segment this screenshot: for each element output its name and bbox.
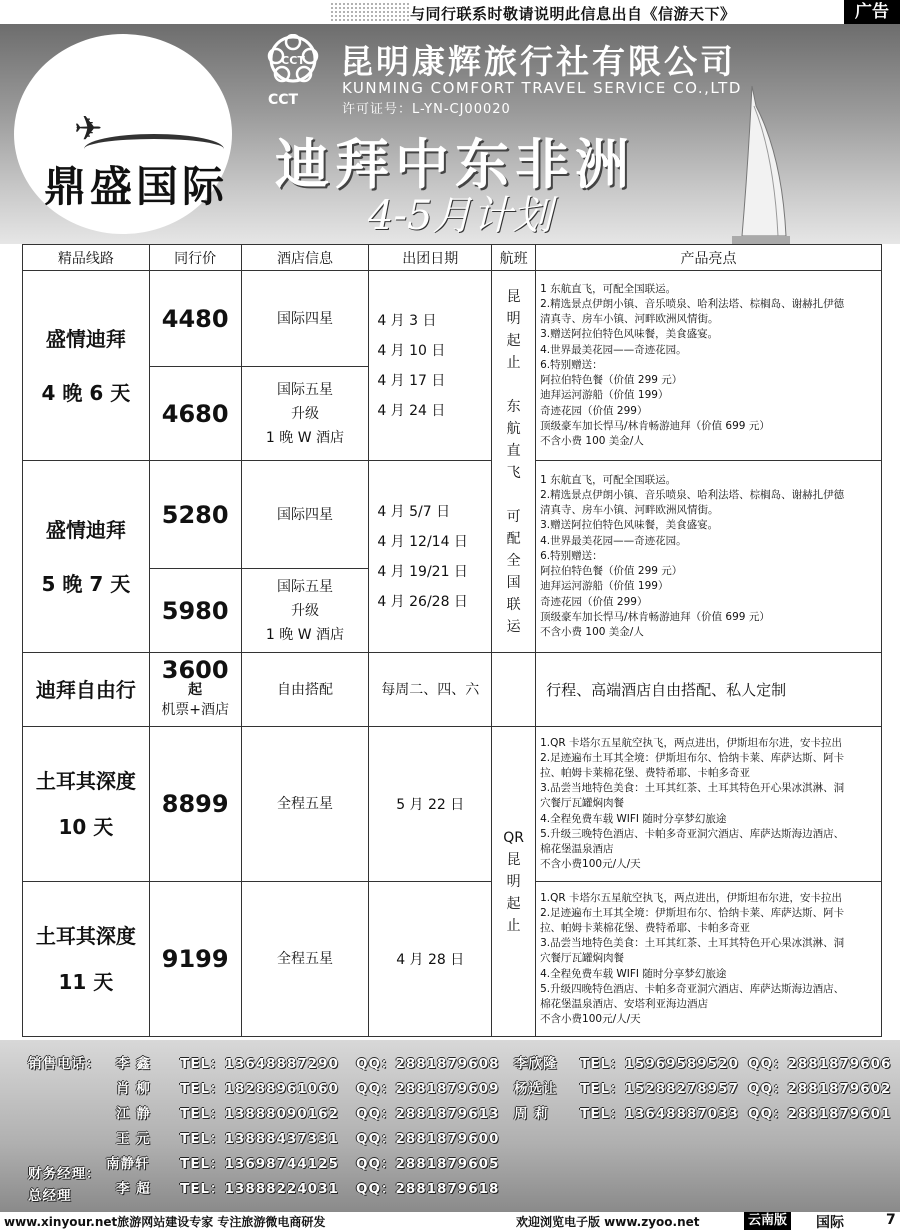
finance-label: 财务经理： bbox=[28, 1166, 101, 1182]
route-dubai-5n7d bbox=[23, 461, 150, 653]
date-item: 4 月 19/21 日 bbox=[377, 563, 468, 580]
feature-line: 清真寺、房车小镇、河畔欧洲风情街。 bbox=[540, 313, 719, 326]
contact-tel: TEL：13648887290 bbox=[180, 1056, 339, 1072]
hotel-info: 国际四星 bbox=[241, 461, 369, 569]
footer bbox=[0, 1212, 900, 1230]
feature-line: 3.赠送阿拉伯特色风味餐，美食盛宴。 bbox=[540, 328, 719, 341]
features-dubai-4n6d bbox=[536, 271, 882, 461]
hotel-info: 全程五星 bbox=[241, 882, 369, 1037]
table-row bbox=[23, 461, 882, 569]
hotel-info: 自由搭配 bbox=[241, 653, 369, 727]
features-turkey-11d bbox=[536, 882, 882, 1037]
table-row bbox=[23, 271, 882, 367]
footer-website-right[interactable]: 欢迎浏览电子版 www.zyoo.net bbox=[516, 1215, 700, 1229]
logo-text: 鼎盛国际 bbox=[44, 162, 229, 211]
flight-char bbox=[492, 484, 535, 506]
ad-tag: 广告 bbox=[844, 0, 900, 24]
feature-line: 1.QR 卡塔尔五星航空执飞，两点进出，伊斯坦布尔进，安卡拉出 bbox=[540, 891, 842, 904]
license-number: 许可证号：L-YN-CJ00020 bbox=[342, 102, 511, 117]
source-notice: 与同行联系时敬请说明此信息出自《信游天下》 bbox=[410, 5, 736, 23]
feature-line: 拉、帕姆卡莱棉花堡、费特希耶、卡帕多奇亚 bbox=[540, 921, 751, 934]
feature-line: 棉花堡温泉酒店、安塔利亚海边酒店 bbox=[540, 998, 709, 1010]
section-label: 国际 bbox=[816, 1215, 844, 1230]
flight-char: 东 bbox=[506, 398, 521, 415]
feature-line: 拉、帕姆卡莱棉花堡、费特希耶、卡帕多奇亚 bbox=[540, 766, 751, 779]
contact-qq: QQ：2881879608 bbox=[356, 1056, 500, 1072]
feature-line: 2.足迹遍布土耳其全境：伊斯坦布尔、恰纳卡莱、库萨达斯、阿卡 bbox=[540, 751, 845, 764]
price-3600 bbox=[149, 653, 241, 727]
header-hotel: 酒店信息 bbox=[241, 245, 369, 271]
feature-line: 清真寺、房车小镇、河畔欧洲风情街。 bbox=[540, 504, 719, 517]
route-turkey-11d bbox=[23, 882, 150, 1037]
flight-info-dubai bbox=[492, 271, 536, 653]
feature-line: 阿拉伯特色餐（价值 299 元） bbox=[540, 565, 683, 578]
decorative-dots bbox=[330, 2, 410, 22]
departure-dates: 每周二、四、六 bbox=[369, 653, 492, 727]
svg-text:CCT: CCT bbox=[281, 54, 305, 67]
flight-char: 航 bbox=[506, 420, 521, 437]
burj-al-arab-icon bbox=[722, 86, 792, 244]
flight-char: 运 bbox=[506, 618, 521, 635]
flight-char: 明 bbox=[506, 873, 521, 890]
flight-info-empty bbox=[492, 653, 536, 727]
flight-char: 飞 bbox=[506, 464, 521, 481]
feature-line: 迪拜运河游船（价值 199） bbox=[540, 389, 669, 402]
contact-tel: TEL：18288961060 bbox=[180, 1081, 339, 1097]
header-banner bbox=[0, 24, 900, 244]
contact-tel: TEL：13888437331 bbox=[180, 1131, 339, 1147]
dingsheng-logo bbox=[14, 34, 232, 234]
feature-line: 1 东航直飞，可配全国联运。 bbox=[540, 282, 677, 295]
feature-line: 棉花堡温泉酒店 bbox=[540, 843, 614, 855]
date-item: 4 月 24 日 bbox=[377, 402, 446, 419]
contact-name: 周 莉 bbox=[514, 1106, 549, 1122]
contact-qq: QQ：2881879613 bbox=[356, 1106, 500, 1122]
contact-tel: TEL：13888090162 bbox=[180, 1106, 339, 1122]
header-price: 同行价 bbox=[149, 245, 241, 271]
features-dubai-5n7d bbox=[536, 461, 882, 653]
route-dubai-free: 迪拜自由行 bbox=[23, 653, 150, 727]
price-note: 机票+酒店 bbox=[161, 701, 230, 718]
flight-char: 配 bbox=[506, 530, 521, 547]
feature-line: 1 东航直飞，可配全国联运。 bbox=[540, 473, 677, 486]
table-row bbox=[23, 653, 882, 727]
price-9199: 9199 bbox=[149, 882, 241, 1037]
hotel-line: 1 晚 W 酒店 bbox=[265, 429, 345, 446]
header-dates: 出团日期 bbox=[369, 245, 492, 271]
company-name-en: KUNMING COMFORT TRAVEL SERVICE CO.,LTD bbox=[342, 79, 742, 97]
hotel-line: 国际五星 bbox=[276, 381, 333, 398]
table-header-row bbox=[23, 245, 882, 271]
contact-name: 江 静 bbox=[116, 1106, 151, 1122]
price-4680: 4680 bbox=[149, 367, 241, 461]
contact-name: 李欣隆 bbox=[514, 1056, 558, 1072]
hotel-line: 升级 bbox=[290, 405, 319, 422]
feature-line: 不含小费 100 美金/人 bbox=[540, 625, 644, 638]
feature-line: 2.精选景点伊朗小镇、音乐喷泉、哈利法塔、棕榈岛、谢赫扎伊德 bbox=[540, 489, 845, 502]
itinerary-table bbox=[22, 244, 882, 1037]
contact-tel: TEL：13888224031 bbox=[180, 1181, 339, 1197]
feature-line: 4.世界最美花园——奇迹花园。 bbox=[540, 534, 687, 547]
header-features: 产品亮点 bbox=[536, 245, 882, 271]
contacts-panel bbox=[0, 1040, 900, 1212]
flight-char bbox=[492, 374, 535, 396]
departure-dates bbox=[369, 461, 492, 653]
feature-line: 穴餐厅瓦罐焖肉餐 bbox=[540, 797, 625, 810]
flight-char: 可 bbox=[506, 508, 521, 525]
hotel-info-upgrade bbox=[241, 569, 369, 653]
feature-line: 1.QR 卡塔尔五星航空执飞，两点进出，伊斯坦布尔进，安卡拉出 bbox=[540, 736, 842, 749]
company-name-cn: 昆明康辉旅行社有限公司 bbox=[340, 42, 736, 81]
route-days: 5 晚 7 天 bbox=[41, 571, 131, 596]
contact-qq: QQ：2881879609 bbox=[356, 1081, 500, 1097]
flight-char: 昆 bbox=[506, 851, 521, 868]
sales-label: 销售电话： bbox=[28, 1056, 101, 1072]
airplane-icon: ✈ bbox=[74, 109, 103, 149]
feature-line: 迪拜运河游船（价值 199） bbox=[540, 580, 669, 593]
feature-line: 2.足迹遍布土耳其全境：伊斯坦布尔、恰纳卡莱、库萨达斯、阿卡 bbox=[540, 906, 845, 919]
feature-line: 2.精选景点伊朗小镇、音乐喷泉、哈利法塔、棕榈岛、谢赫扎伊德 bbox=[540, 298, 845, 311]
contact-tel: TEL：15288278957 bbox=[580, 1081, 739, 1097]
contact-qq: QQ：2881879601 bbox=[748, 1106, 892, 1122]
hotel-line: 1 晚 W 酒店 bbox=[265, 626, 345, 643]
contact-name: 杨选让 bbox=[514, 1081, 558, 1097]
route-dubai-4n6d bbox=[23, 271, 150, 461]
top-notice-bar bbox=[0, 0, 900, 24]
flight-char: 昆 bbox=[506, 288, 521, 305]
plan-subline: 4-5月计划 bbox=[368, 193, 553, 239]
date-item: 4 月 12/14 日 bbox=[377, 533, 468, 550]
feature-line: 顶级豪车加长悍马/林肯畅游迪拜（价值 699 元） bbox=[540, 419, 770, 432]
contact-tel: TEL：15969589520 bbox=[580, 1056, 739, 1072]
contact-name: 王 元 bbox=[116, 1131, 151, 1147]
price-8899: 8899 bbox=[149, 727, 241, 882]
flight-char: 止 bbox=[506, 917, 521, 934]
feature-line: 3.赠送阿拉伯特色风味餐，美食盛宴。 bbox=[540, 519, 719, 532]
contact-tel: TEL：13698744125 bbox=[180, 1156, 339, 1172]
feature-line: 奇迹花园（价值 299） bbox=[540, 404, 648, 417]
feature-line: 6.特别赠送： bbox=[540, 549, 603, 562]
contact-qq: QQ：2881879618 bbox=[356, 1181, 500, 1197]
feature-line: 3.品尝当地特色美食：土耳其红茶、土耳其特色开心果冰淇淋、洞 bbox=[540, 937, 845, 950]
table-row bbox=[23, 727, 882, 882]
date-item: 4 月 3 日 bbox=[377, 312, 437, 329]
route-days: 10 天 bbox=[58, 815, 114, 839]
feature-line: 5.升级三晚特色酒店、卡帕多奇亚洞穴酒店、库萨达斯海边酒店、 bbox=[540, 827, 845, 840]
departure-dates bbox=[369, 271, 492, 461]
date-item: 4 月 26/28 日 bbox=[377, 593, 468, 610]
flight-char: 国 bbox=[506, 574, 521, 591]
date-item: 4 月 17 日 bbox=[377, 372, 446, 389]
contact-qq: QQ：2881879606 bbox=[748, 1056, 892, 1072]
date-item: 4 月 5/7 日 bbox=[377, 503, 451, 520]
route-days: 4 晚 6 天 bbox=[41, 380, 131, 405]
feature-line: 奇迹花园（价值 299） bbox=[540, 595, 648, 608]
contact-name: 李 鑫 bbox=[116, 1056, 151, 1072]
feature-line: 不含小费100元/人/天 bbox=[540, 1013, 641, 1026]
departure-date: 5 月 22 日 bbox=[369, 727, 492, 882]
flight-char: 全 bbox=[506, 552, 521, 569]
contact-qq: QQ：2881879600 bbox=[356, 1131, 500, 1147]
contact-qq: QQ：2881879602 bbox=[748, 1081, 892, 1097]
flight-char: 直 bbox=[506, 442, 521, 459]
price-4480: 4480 bbox=[149, 271, 241, 367]
feature-line: 4.全程免费车载 WIFI 随时分享梦幻旅途 bbox=[540, 967, 727, 980]
price-5980: 5980 bbox=[149, 569, 241, 653]
flight-char: 联 bbox=[506, 596, 521, 613]
cct-flower-logo bbox=[262, 34, 324, 84]
price-value: 3600 bbox=[161, 655, 229, 684]
route-days: 11 天 bbox=[58, 970, 114, 994]
hotel-line: 国际五星 bbox=[276, 578, 333, 595]
contact-name: 肖 柳 bbox=[116, 1081, 151, 1097]
hotel-info: 国际四星 bbox=[241, 271, 369, 367]
date-item: 4 月 10 日 bbox=[377, 342, 446, 359]
route-name: 盛情迪拜 bbox=[45, 326, 126, 351]
contact-tel: TEL：13648887033 bbox=[580, 1106, 739, 1122]
features-turkey-10d bbox=[536, 727, 882, 882]
feature-line: 3.品尝当地特色美食：土耳其红茶、土耳其特色开心果冰淇淋、洞 bbox=[540, 782, 845, 795]
feature-line: 6.特别赠送： bbox=[540, 358, 603, 371]
flight-info-turkey bbox=[492, 727, 536, 1037]
flight-char: QR bbox=[503, 829, 524, 846]
cct-label: CCT bbox=[268, 92, 299, 108]
hotel-info-upgrade bbox=[241, 367, 369, 461]
table-row bbox=[23, 882, 882, 1037]
footer-website-left[interactable]: www.xinyour.net旅游网站建设专家 专注旅游微电商研发 bbox=[4, 1215, 326, 1229]
features-dubai-free: 行程、高端酒店自由搭配、私人定制 bbox=[536, 653, 882, 727]
headline: 迪拜中东非洲 bbox=[275, 133, 635, 196]
contact-qq: QQ：2881879605 bbox=[356, 1156, 500, 1172]
header-route: 精品线路 bbox=[23, 245, 150, 271]
feature-line: 不含小费 100 美金/人 bbox=[540, 434, 644, 447]
route-turkey-10d bbox=[23, 727, 150, 882]
feature-line: 不含小费100元/人/天 bbox=[540, 858, 641, 871]
flight-char: 明 bbox=[506, 310, 521, 327]
contact-name: 李 超 bbox=[116, 1181, 151, 1197]
feature-line: 阿拉伯特色餐（价值 299 元） bbox=[540, 374, 683, 387]
feature-line: 4.世界最美花园——奇迹花园。 bbox=[540, 343, 687, 356]
flight-char: 止 bbox=[506, 354, 521, 371]
feature-line: 5.升级四晚特色酒店、卡帕多奇亚洞穴酒店、库萨达斯海边酒店、 bbox=[540, 982, 845, 995]
flight-char: 起 bbox=[506, 332, 521, 349]
contact-name: 南静轩 bbox=[106, 1156, 150, 1172]
edition-tag: 云南版 bbox=[744, 1212, 791, 1230]
departure-date: 4 月 28 日 bbox=[369, 882, 492, 1037]
route-name: 土耳其深度 bbox=[35, 769, 136, 793]
gm-label: 总经理 bbox=[28, 1188, 72, 1204]
page-number: 7 bbox=[886, 1212, 896, 1228]
route-name: 盛情迪拜 bbox=[45, 517, 126, 542]
header-flight: 航班 bbox=[492, 245, 536, 271]
feature-line: 顶级豪车加长悍马/林肯畅游迪拜（价值 699 元） bbox=[540, 610, 770, 623]
hotel-info: 全程五星 bbox=[241, 727, 369, 882]
price-suffix: 起 bbox=[188, 681, 203, 698]
hotel-line: 升级 bbox=[290, 602, 319, 619]
route-name: 土耳其深度 bbox=[35, 924, 136, 948]
price-5280: 5280 bbox=[149, 461, 241, 569]
feature-line: 4.全程免费车载 WIFI 随时分享梦幻旅途 bbox=[540, 812, 727, 825]
feature-line: 穴餐厅瓦罐焖肉餐 bbox=[540, 952, 625, 965]
flight-char: 起 bbox=[506, 895, 521, 912]
